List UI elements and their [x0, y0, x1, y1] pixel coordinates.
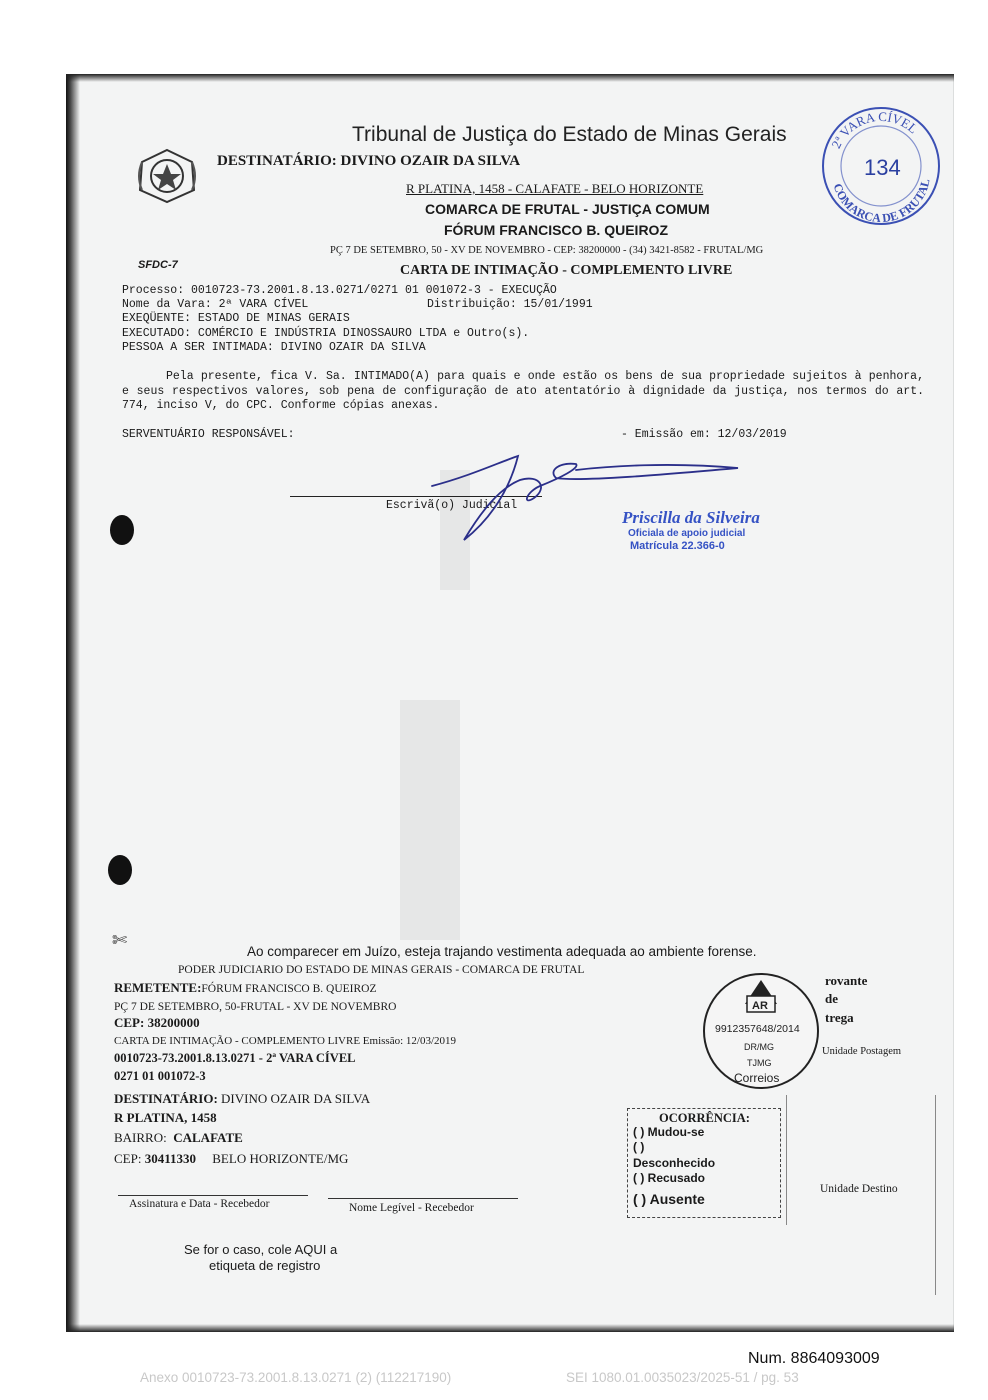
label-hint-2: etiqueta de registro [209, 1258, 321, 1273]
stamp-top-text: 2ª VARA CÍVEL [828, 108, 921, 151]
punch-hole-top [110, 515, 134, 545]
officer-role-stamp: Oficiala de apoio judicial [628, 528, 746, 539]
ar-process-line-2: 0271 01 001072-3 [114, 1069, 206, 1083]
tracking-number: 9912357648/2014 [715, 1023, 800, 1035]
executado-line: EXECUTADO: COMÉRCIO E INDÚSTRIA DINOSSAURO LTDA e Outro(s). [122, 327, 530, 340]
forum-address: PÇ 7 DE SETEMBRO, 50 - XV DE NOVEMBRO - CEP: 38200000 - (34) 3421-8582 - FRUTAL/MG [330, 245, 764, 256]
attire-notice: Ao comparecer em Juízo, esteja trajando vestimenta adequada ao ambiente forense. [247, 944, 757, 959]
ar-city: BELO HORIZONTE/MG [212, 1151, 349, 1166]
receiver-signature-label: Assinatura e Data - Recebedor [129, 1198, 270, 1210]
document-number: Num. 8864093009 [748, 1350, 880, 1367]
receiver-name-label: Nome Legível - Recebedor [349, 1202, 474, 1214]
ar-code: AR [752, 1000, 768, 1012]
comarca-line: COMARCA DE FRUTAL - JUSTIÇA COMUM [425, 201, 710, 217]
region-code: DR/MG [744, 1042, 774, 1052]
entrega-label: trega [825, 1010, 854, 1025]
remetente-row [114, 980, 377, 996]
ar-dest-label: DESTINATÁRIO: [114, 1091, 218, 1106]
correios-ar-stamp [700, 970, 822, 1092]
recipient-address: R PLATINA, 1458 - CALAFATE - BELO HORIZONTE [406, 181, 704, 196]
officer-name-stamp: Priscilla da Silveira [622, 508, 760, 527]
cep-value: 38200000 [147, 1015, 200, 1030]
ar-dest-value: DIVINO OZAIR DA SILVA [221, 1091, 371, 1106]
carta-line: CARTA DE INTIMAÇÃO - COMPLEMENTO LIVRE Emissão: 12/03/2019 [114, 1035, 456, 1047]
punch-hole-bottom [108, 855, 132, 885]
ar-cep-row [114, 1151, 348, 1167]
stamp-bottom-text: COMARCA DE FRUTAL [830, 177, 933, 226]
remetente-value: FÓRUM FRANCISCO B. QUEIROZ [201, 983, 377, 995]
ocorrencia-item: ( ) [633, 1140, 645, 1154]
label-hint-1: Se for o caso, cole AQUI a [184, 1242, 338, 1257]
emissao-date: - Emissão em: 12/03/2019 [621, 428, 787, 441]
coat-of-arms-emblem [134, 146, 200, 206]
sheet-top-edge [66, 74, 954, 82]
de-label: de [825, 991, 838, 1006]
annex-reference: Anexo 0010723-73.2001.8.13.0271 (2) (112217190) [140, 1370, 452, 1385]
correios-brand: Correios [734, 1071, 780, 1085]
officer-matricula-stamp: Matrícula 22.366-0 [630, 540, 725, 552]
ar-cep-value: 30411330 [144, 1151, 197, 1166]
vara-civel-stamp [818, 103, 944, 229]
ocorrencia-item: ( ) Ausente [633, 1191, 705, 1207]
ocorrencia-item: ( ) Mudou-se [633, 1125, 705, 1139]
ar-bairro-label: BAIRRO: [114, 1130, 167, 1145]
forum-line: FÓRUM FRANCISCO B. QUEIROZ [444, 222, 668, 238]
ocorrencia-item: Desconhecido [633, 1156, 716, 1170]
receiver-sig-line [118, 1195, 308, 1196]
cep-row [114, 1015, 200, 1031]
scissors-icon: ✄ [112, 930, 128, 950]
distribuicao-line: Distribuição: 15/01/1991 [427, 298, 593, 311]
sheet-bottom-edge [66, 1324, 954, 1332]
receiver-name-line [328, 1198, 518, 1199]
poder-judiciario-line: PODER JUDICIARIO DO ESTADO DE MINAS GERAIS - COMARCA DE FRUTAL [178, 964, 585, 976]
escriva-label: Escrivã(o) Judicial [386, 499, 518, 512]
ar-bairro-value: CALAFATE [173, 1130, 243, 1145]
body-paragraph: Pela presente, fica V. Sa. INTIMADO(A) para quais e onde estão os bens de sua propriedade sujeitos à penhora, e seus respectivos valores, sob pena de configuração de ato atentatório à dignidade da justiça, nos termos do art. 774, inciso V, do CPC. Conforme cópias anexas. [122, 370, 924, 412]
ocorrencia-item: ( ) Recusado [633, 1171, 706, 1185]
sei-reference: SEI 1080.01.0035023/2025-51 / pg. 53 [566, 1370, 799, 1385]
client-code: TJMG [747, 1058, 772, 1068]
vertical-divider-right [935, 1095, 936, 1295]
form-code: SFDC-7 [138, 259, 178, 271]
unidade-postagem-label: Unidade Postagem [822, 1046, 902, 1057]
serventuario-label: SERVENTUÁRIO RESPONSÁVEL: [122, 428, 295, 441]
exequente-line: EXEQÜENTE: ESTADO DE MINAS GERAIS [122, 312, 350, 325]
remetente-label: REMETENTE: [114, 980, 202, 995]
ar-destinatario-row [114, 1091, 370, 1107]
sheet-left-edge [66, 74, 80, 1332]
processo-line: Processo: 0010723-73.2001.8.13.0271/0271 01 001072-3 - EXECUÇÃO [122, 284, 557, 297]
stamp-number: 134 [864, 155, 901, 180]
ar-process-line: 0010723-73.2001.8.13.0271 - 2ª VARA CÍVEL [114, 1051, 356, 1065]
recipient-line: DESTINATÁRIO: DIVINO OZAIR DA SILVA [217, 153, 521, 169]
court-title: Tribunal de Justiça do Estado de Minas Gerais [352, 123, 787, 146]
show-through-band [400, 700, 460, 940]
pessoa-line: PESSOA A SER INTIMADA: DIVINO OZAIR DA SILVA [122, 341, 426, 354]
unidade-destino-label: Unidade Destino [820, 1183, 898, 1195]
vara-line: Nome da Vara: 2ª VARA CÍVEL [122, 298, 309, 311]
ar-dest-address: R PLATINA, 1458 [114, 1110, 217, 1125]
cep-label: CEP: [114, 1015, 145, 1030]
remetente-address: PÇ 7 DE SETEMBRO, 50-FRUTAL - XV DE NOVEMBRO [114, 1001, 397, 1013]
ar-bairro-row [114, 1130, 243, 1146]
comprovante-label: rovante [825, 973, 868, 988]
vertical-divider [786, 1095, 787, 1225]
ar-cep-label: CEP: [114, 1151, 142, 1166]
ocorrencia-title: OCORRÊNCIA: [659, 1111, 750, 1125]
document-type: CARTA DE INTIMAÇÃO - COMPLEMENTO LIVRE [400, 263, 733, 278]
